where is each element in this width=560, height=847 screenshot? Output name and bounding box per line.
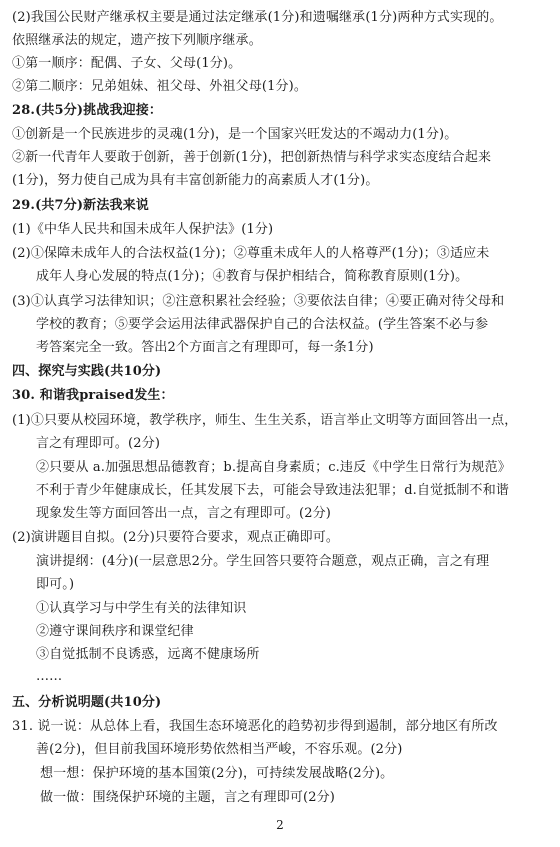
text-line: ①创新是一个民族进步的灵魂(1分)，是一个国家兴旺发达的不竭动力(1分)。 — [12, 127, 458, 142]
question-heading: 29.(共7分)新法我来说 — [12, 198, 149, 213]
text-line: (1)①只要从校园环境，教学秩序，师生、生生关系，语言举止文明等方面回答出一点， — [12, 413, 518, 428]
text-line: (2)我国公民财产继承权主要是通过法定继承(1分)和遗嘱继承(1分)两种方式实现的。 — [12, 10, 503, 25]
text-line: ②第二顺序：兄弟姐妹、祖父母、外祖父母(1分)。 — [12, 79, 308, 94]
text-line: 考答案完全一致。答出2个方面言之有理即可，每一条1分) — [36, 340, 374, 355]
text-line: ②遵守课间秩序和课堂纪律 — [36, 624, 194, 639]
text-line: 现象发生等方面回答出一点，言之有理即可。(2分) — [36, 506, 332, 521]
question-heading: 28.(共5分)挑战我迎接： — [12, 103, 163, 118]
text-line: 做一做：围绕保护环境的主题，言之有理即可(2分) — [40, 790, 336, 805]
text-line: 学校的教育；⑤要学会运用法律武器保护自己的合法权益。(学生答案不必与参 — [36, 317, 489, 332]
question-heading: 30. 和谐我praised发生： — [12, 388, 174, 403]
section-heading: 四、探究与实践(共10分) — [12, 364, 162, 379]
text-line: 演讲提纲：(4分)(一层意思2分。学生回答只要符合题意，观点正确，言之有理 — [36, 554, 490, 569]
text-line: ②只要从 a.加强思想品德教育；b.提高自身素质；c.违反《中学生日常行为规范》 — [36, 460, 511, 475]
text-line: 想一想：保护环境的基本国策(2分)，可持续发展战略(2分)。 — [40, 766, 394, 781]
text-line: 成年人身心发展的特点(1分)；④教育与保护相结合，简称教育原则(1分)。 — [36, 269, 469, 284]
text-line: (2)演讲题目自拟。(2分)只要符合要求，观点正确即可。 — [12, 530, 340, 545]
text-line: 不利于青少年健康成长，任其发展下去，可能会导致违法犯罪；d.自觉抵制不和谐 — [36, 483, 510, 498]
text-line: (3)①认真学习法律知识；②注意积累社会经验；③要依法自律；④要正确对待父母和 — [12, 294, 505, 309]
text-line: (1分)，努力使自己成为具有丰富创新能力的高素质人才(1分)。 — [12, 173, 379, 188]
page-number: 2 — [276, 818, 284, 832]
text-line: (2)①保障未成年人的合法权益(1分)；②尊重未成年人的人格尊严(1分)；③适应未 — [12, 246, 490, 261]
text-line: ①第一顺序：配偶、子女、父母(1分)。 — [12, 56, 242, 71]
text-line: 31. 说一说：从总体上看，我国生态环境恶化的趋势初步得到遏制，部分地区有所改 — [12, 719, 498, 734]
text-line: (1)《中华人民共和国未成年人保护法》(1分) — [12, 222, 274, 237]
text-line: ③自觉抵制不良诱惑，远离不健康场所 — [36, 647, 260, 662]
ellipsis: …… — [36, 669, 63, 684]
text-line: 即可。) — [36, 577, 75, 592]
text-line: ②新一代青年人要敢于创新，善于创新(1分)，把创新热情与科学求实态度结合起来 — [12, 150, 492, 165]
text-line: 善(2分)，但目前我国环境形势依然相当严峻，不容乐观。(2分) — [36, 742, 403, 757]
text-line: 依照继承法的规定，遗产按下列顺序继承。 — [12, 33, 262, 48]
text-line: ①认真学习与中学生有关的法律知识 — [36, 601, 247, 616]
section-heading: 五、分析说明题(共10分) — [12, 695, 162, 710]
text-line: 言之有理即可。(2分) — [36, 436, 161, 451]
